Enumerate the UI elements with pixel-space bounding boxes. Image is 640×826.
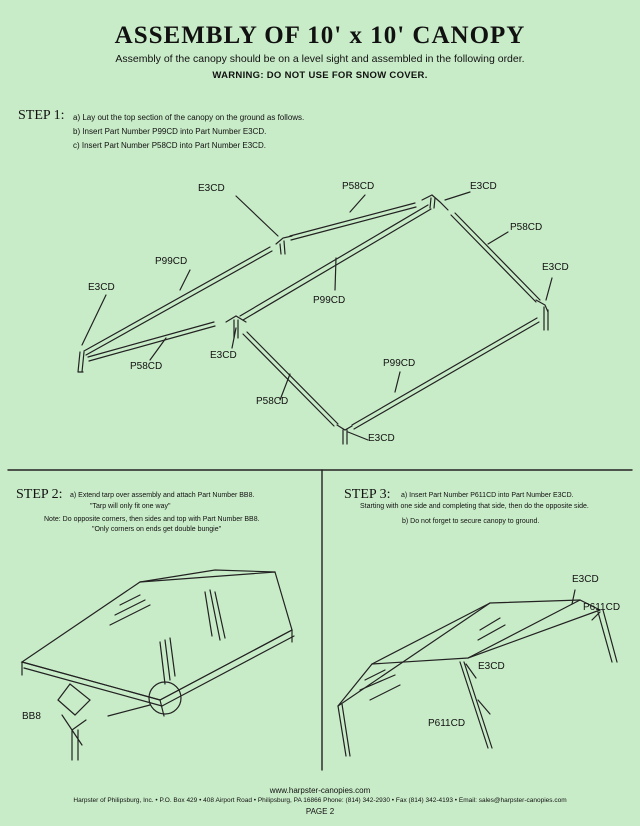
label-p58cd: P58CD xyxy=(342,181,375,192)
step2-a-note: "Tarp will only fit one way" xyxy=(90,503,171,510)
step1-a: a) Lay out the top section of the canopy on the ground as follows. xyxy=(73,113,305,122)
label-bb8: BB8 xyxy=(22,711,41,722)
label-p611cd: P611CD xyxy=(428,718,466,729)
label-p99cd: P99CD xyxy=(155,256,188,267)
step3-a: a) Insert Part Number P611CD into Part Number E3CD. xyxy=(401,492,574,499)
label-p58cd: P58CD xyxy=(130,361,163,372)
step3-legs-diagram xyxy=(338,590,617,756)
page-title: ASSEMBLY OF 10' x 10' CANOPY xyxy=(114,22,526,49)
step3-a2: Starting with one side and completing that side, then do the opposite side. xyxy=(360,503,589,510)
step2-a: a) Extend tarp over assembly and attach Part Number BB8. xyxy=(70,492,255,499)
footer-url: www.harpster-canopies.com xyxy=(269,786,371,795)
label-p58cd: P58CD xyxy=(510,222,543,233)
label-e3cd: E3CD xyxy=(572,574,599,585)
step1-frame-diagram xyxy=(78,192,552,444)
label-e3cd: E3CD xyxy=(198,183,225,194)
label-e3cd: E3CD xyxy=(368,433,395,444)
step2-note: Note: Do opposite corners, then sides and top with Part Number BB8. xyxy=(44,516,260,523)
step3-heading: STEP 3: xyxy=(344,487,391,502)
label-e3cd: E3CD xyxy=(478,661,505,672)
label-p99cd: P99CD xyxy=(313,295,346,306)
label-e3cd: E3CD xyxy=(542,262,569,273)
label-p99cd: P99CD xyxy=(383,358,416,369)
label-e3cd: E3CD xyxy=(88,282,115,293)
label-p611cd: P611CD xyxy=(583,602,621,613)
label-e3cd: E3CD xyxy=(470,181,497,192)
label-e3cd: E3CD xyxy=(210,350,237,361)
step3-b: b) Do not forget to secure canopy to ground. xyxy=(402,518,540,525)
step2-heading: STEP 2: xyxy=(16,487,63,502)
label-p58cd: P58CD xyxy=(256,396,289,407)
page-number: PAGE 2 xyxy=(305,807,335,816)
subtitle: Assembly of the canopy should be on a level sight and assembled in the following order. xyxy=(115,53,525,65)
step1-heading: STEP 1: xyxy=(18,108,65,123)
warning: WARNING: DO NOT USE FOR SNOW COVER. xyxy=(212,70,428,81)
footer-address: Harpster of Philipsburg, Inc. • P.O. Box 429 • 408 Airport Road • Philipsburg, PA 16866 Phone: (814) 342-2930 • Fax (814) 342-4193 • Email: sales@harpster-canopies.com xyxy=(73,797,567,804)
step2-note2: "Only corners on ends get double bungie" xyxy=(92,526,222,533)
step2-tarp-diagram xyxy=(22,570,294,760)
step1-c: c) Insert Part Number P58CD into Part Number E3CD. xyxy=(73,141,266,150)
step1-b: b) Insert Part Number P99CD into Part Number E3CD. xyxy=(73,127,267,136)
